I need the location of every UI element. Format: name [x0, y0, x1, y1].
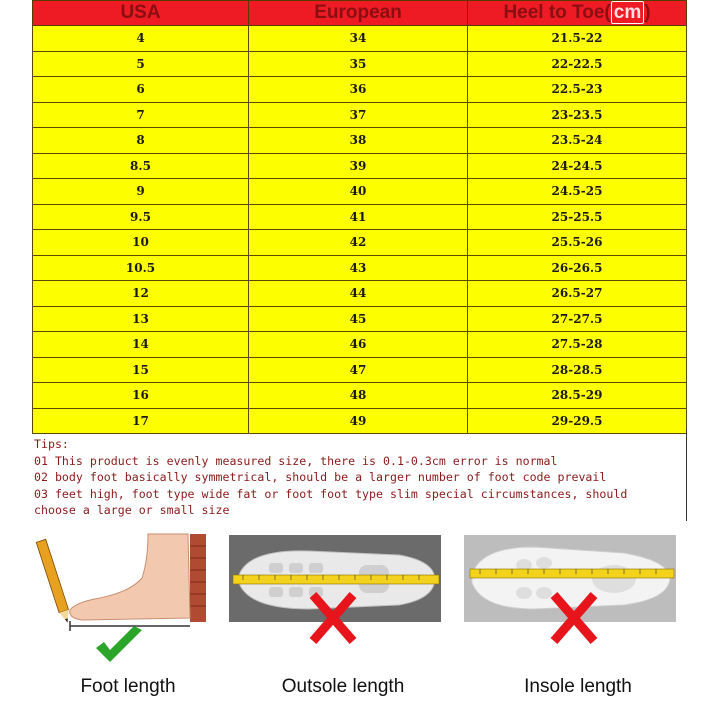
tape-measure-icon	[233, 575, 439, 584]
cell-heel-to-toe: 28.5-29	[468, 383, 687, 409]
cell-heel-to-toe: 25-25.5	[468, 204, 687, 230]
cell-european: 36	[249, 77, 468, 103]
cell-usa: 4	[33, 26, 249, 52]
tip-line: 01 This product is evenly measured size, there is 0.1-0.3cm error is normal	[34, 453, 558, 468]
cell-european: 48	[249, 383, 468, 409]
cell-european: 39	[249, 153, 468, 179]
table-row	[33, 51, 687, 77]
table-row	[33, 357, 687, 383]
cell-european: 37	[249, 102, 468, 128]
cell-usa: 9.5	[33, 204, 249, 230]
table-row	[33, 128, 687, 154]
cell-usa: 10	[33, 230, 249, 256]
cell-heel-to-toe: 26.5-27	[468, 281, 687, 307]
cell-usa: 8.5	[33, 153, 249, 179]
cell-usa: 13	[33, 306, 249, 332]
table-header-row	[33, 1, 687, 26]
cell-usa: 7	[33, 102, 249, 128]
cell-european: 38	[249, 128, 468, 154]
cell-usa: 10.5	[33, 255, 249, 281]
check-icon	[96, 626, 142, 662]
cell-heel-to-toe: 22.5-23	[468, 77, 687, 103]
cell-european: 47	[249, 357, 468, 383]
cell-heel-to-toe: 29-29.5	[468, 408, 687, 434]
table-row	[33, 153, 687, 179]
cell-heel-to-toe: 27.5-28	[468, 332, 687, 358]
header-close-paren: )	[644, 2, 651, 23]
size-table	[32, 0, 687, 434]
cell-usa: 12	[33, 281, 249, 307]
cell-usa: 17	[33, 408, 249, 434]
cell-heel-to-toe: 27-27.5	[468, 306, 687, 332]
cell-european: 40	[249, 179, 468, 205]
foot-length-illustration	[30, 530, 215, 675]
header-usa: USA	[33, 1, 249, 26]
table-row	[33, 306, 687, 332]
tips-border	[686, 429, 687, 521]
cell-usa: 14	[33, 332, 249, 358]
tip-line: 03 feet high, foot type wide fat or foot foot type slim special circumstances, should	[34, 486, 628, 501]
outsole-length-illustration	[229, 535, 441, 645]
cell-european: 49	[249, 408, 468, 434]
cell-european: 44	[249, 281, 468, 307]
cell-usa: 9	[33, 179, 249, 205]
pencil-icon	[36, 539, 72, 624]
cell-usa: 8	[33, 128, 249, 154]
cell-usa: 15	[33, 357, 249, 383]
cell-usa: 5	[33, 51, 249, 77]
table-row	[33, 383, 687, 409]
cell-heel-to-toe: 25.5-26	[468, 230, 687, 256]
foot-icon	[70, 534, 190, 620]
cell-european: 35	[249, 51, 468, 77]
tape-measure-icon	[470, 569, 674, 578]
header-heel-to-toe-label: Heel to Toe(	[503, 2, 611, 23]
caption-insole-length: Insole length	[524, 676, 632, 697]
table-row	[33, 179, 687, 205]
cell-heel-to-toe: 21.5-22	[468, 26, 687, 52]
cell-usa: 16	[33, 383, 249, 409]
tips-section	[34, 436, 684, 519]
table-row	[33, 408, 687, 434]
cell-heel-to-toe: 22-22.5	[468, 51, 687, 77]
table-row	[33, 102, 687, 128]
cell-usa: 6	[33, 77, 249, 103]
table-row	[33, 255, 687, 281]
cell-heel-to-toe: 23.5-24	[468, 128, 687, 154]
tips-title: Tips:	[34, 437, 69, 451]
tip-line: 02 body foot basically symmetrical, should be a larger number of foot code prevail	[34, 470, 607, 484]
cell-european: 46	[249, 332, 468, 358]
cell-european: 43	[249, 255, 468, 281]
cell-heel-to-toe: 24.5-25	[468, 179, 687, 205]
cell-european: 45	[249, 306, 468, 332]
wall-icon	[190, 534, 206, 622]
cell-european: 34	[249, 26, 468, 52]
table-row	[33, 77, 687, 103]
cell-european: 42	[249, 230, 468, 256]
table-row	[33, 281, 687, 307]
tip-line: choose a large or small size	[34, 503, 230, 517]
cell-heel-to-toe: 24-24.5	[468, 153, 687, 179]
cell-heel-to-toe: 26-26.5	[468, 255, 687, 281]
table-row	[33, 332, 687, 358]
cell-heel-to-toe: 28-28.5	[468, 357, 687, 383]
table-row	[33, 26, 687, 52]
cell-european: 41	[249, 204, 468, 230]
insole-length-illustration	[464, 535, 676, 645]
caption-foot-length: Foot length	[80, 676, 176, 697]
caption-outsole-length: Outsole length	[281, 676, 405, 697]
header-unit-cm: cm	[611, 1, 644, 24]
table-row	[33, 230, 687, 256]
header-european: European	[249, 1, 468, 26]
header-heel-to-toe	[468, 1, 687, 26]
cell-heel-to-toe: 23-23.5	[468, 102, 687, 128]
table-row	[33, 204, 687, 230]
